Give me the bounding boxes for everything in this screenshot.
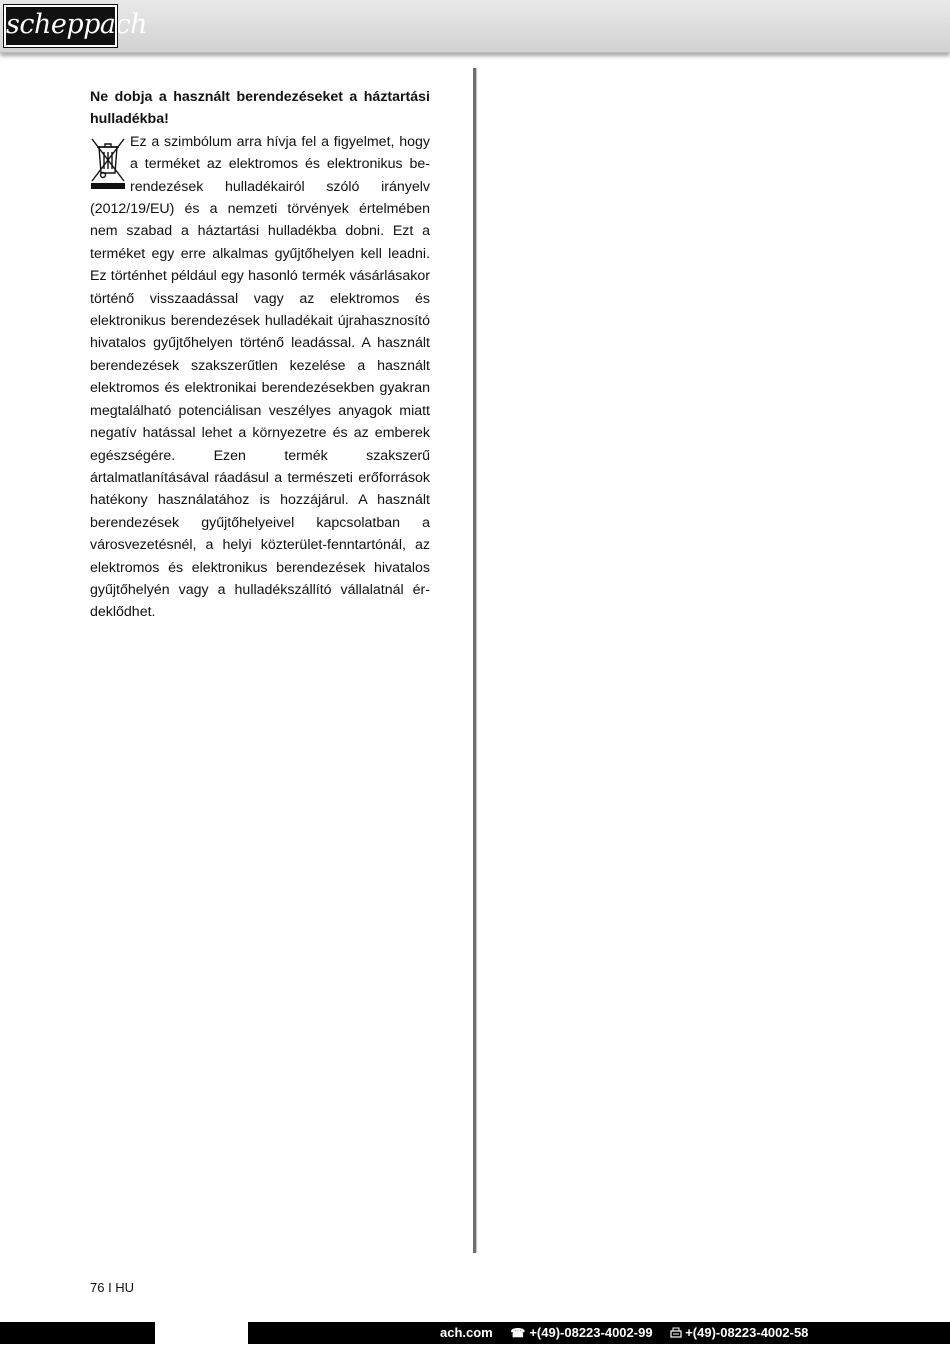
page-number: 76 I HU — [90, 1280, 135, 1295]
section-heading: Ne dobja a használt berendezéseket a háztartási hulladékba! — [90, 89, 430, 128]
content-column — [90, 86, 430, 624]
column-divider — [473, 68, 476, 1253]
page-header — [0, 0, 950, 53]
fax-number: +(49)-08223-4002-58 — [685, 1325, 809, 1340]
weee-disposal-text: Ez a szimbólum arra hívja fel a figyelmet, hogy a terméket az elektromos és elektronikus berendezések hulladékairól szóló irányelv (2012/19/EU) és a nemzeti törvények értelmében nem szabad a háztartási hulladékba dobni. Ezt a terméket egy erre alkalmas gyűjtőhelyen kell leadni. Ez történhet például egy hasonló termék vásárlásakor történő visszaadással vagy az elektromos és elektronikus berendezések hulladékait újrahasznosító hivatalos gyűjtőhelyen történő leadással. A használt berendezések szakszerűtlen kezelése a használt elektromos és elektronikai berendezésekben gyakran megtalálható potenciálisan veszélyes anyagok miatt negatív hatással lehet a környezetre és az emberek egészségére. Ezen termék szakszerű ártalmatlanításával ráadásul a természeti erőforrások hatékony használatához is hozzájárul. A használt berendezések gyűjtőhelyeivel kapcsolatban a városvezetésnél, a helyi közterület-fenntartónál, az elektromos és elektronikus berendezések hivatalos gyűjtőhelyén vagy a hulladékszállító vállalatnál érdeklődhet. — [90, 133, 430, 621]
scheppach-logo: scheppach — [4, 5, 117, 47]
phone-icon: ☎ — [510, 1326, 526, 1340]
page-footer — [0, 1322, 950, 1344]
footer-gap — [155, 1322, 248, 1344]
phone-number: +(49)-08223-4002-99 — [529, 1325, 653, 1340]
footer-contact — [440, 1322, 812, 1344]
website-link[interactable]: ach.com — [440, 1325, 493, 1340]
crossed-out-wheelie-bin-icon — [90, 133, 126, 193]
fax-icon — [670, 1327, 682, 1338]
